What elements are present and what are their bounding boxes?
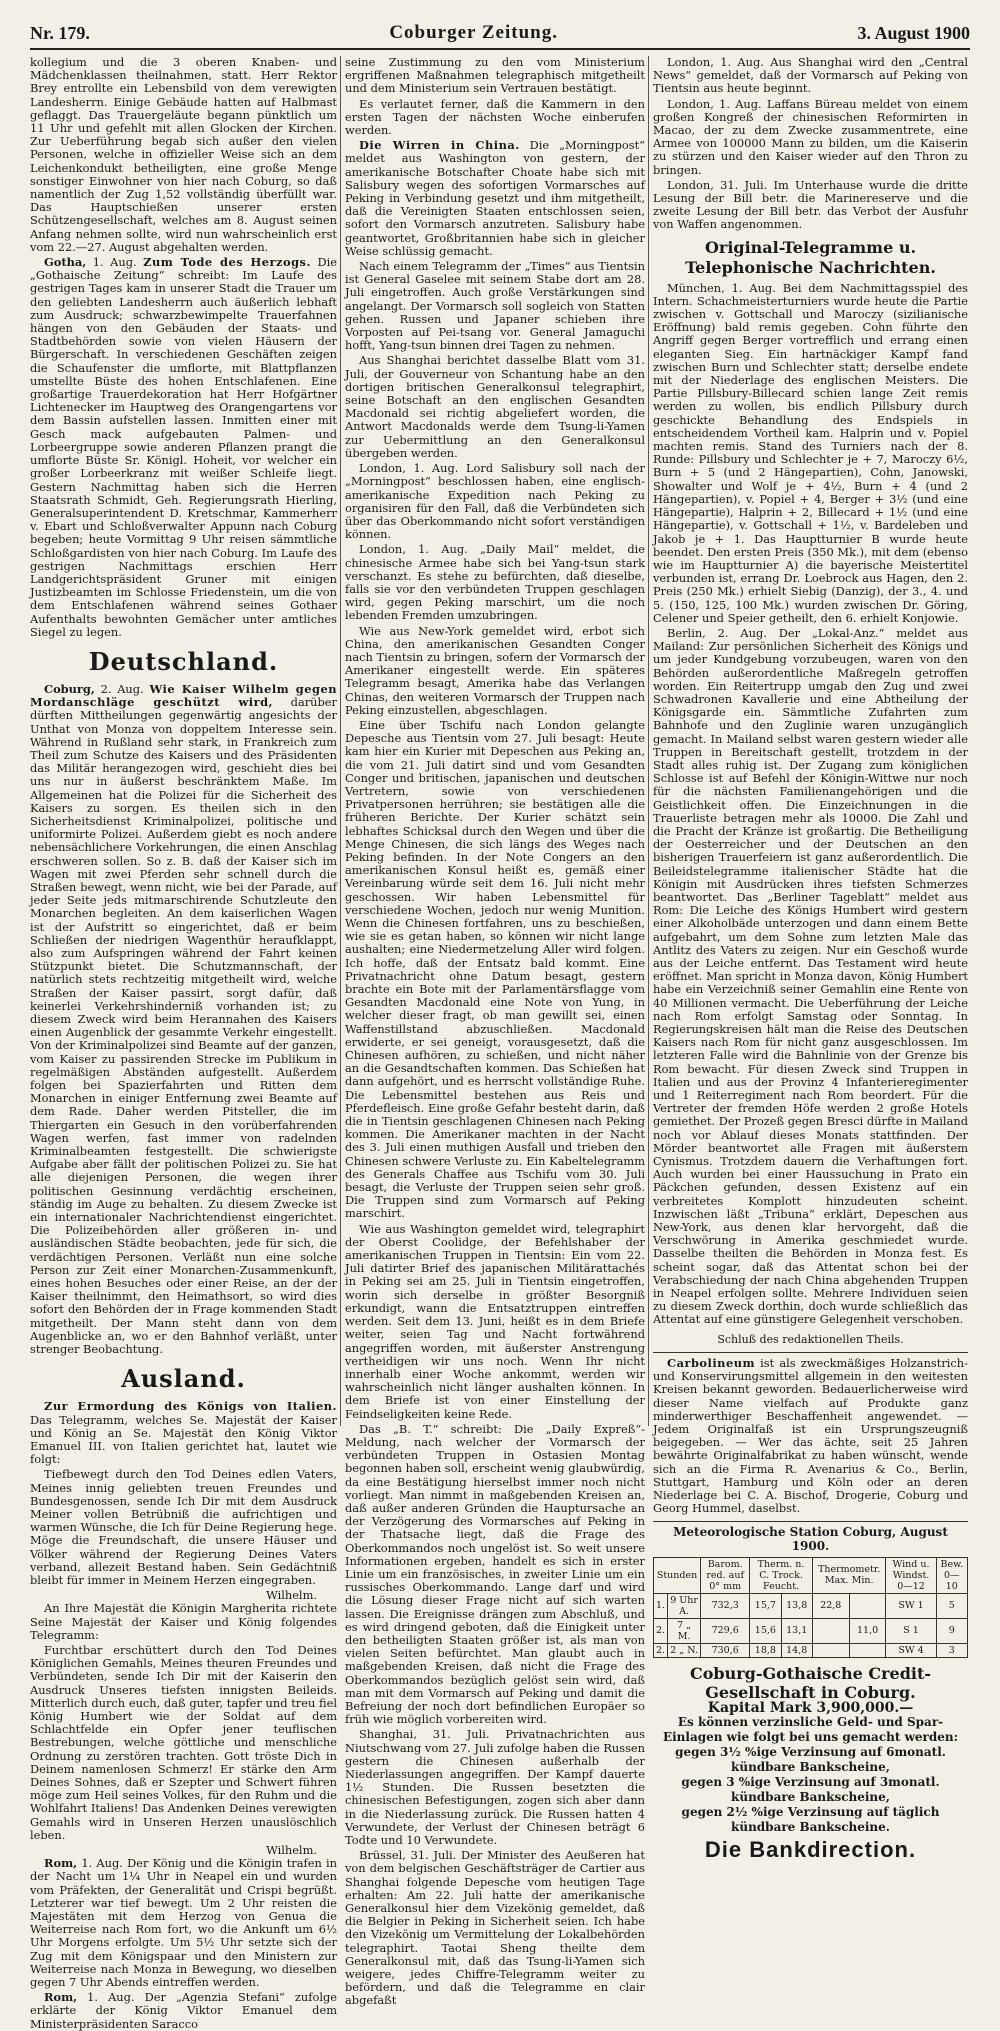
article-paragraph: London, 1. Aug. „Daily Mail“ meldet, die chinesische Armee habe sich bei Yang-tsun stark verschanzt. Es stehe zu befürchten, daß dieselbe, falls sie vor den verbündeten Truppen geschlagen wird, gegen Peking marschirt, um die noch lebenden Fremden umzubringen. <box>345 542 645 623</box>
article-paragraph <box>30 1991 337 2031</box>
dateline-place: Rom, <box>44 1990 78 2005</box>
table-row <box>654 1643 968 1657</box>
article-headline: Zur Ermordung des Königs von Italien. <box>44 1399 337 1414</box>
article-paragraph: Wie aus New-York gemeldet wird, erbot sich China, den amerikanischen Gesandten Conger nach Tientsin zu bringen, sofern der Vormarsch der Amerikaner eingestellt werde. Ein späteres Telegramm besagt, Amerika habe das Verlangen Chinas, den weiteren Vormarsch der Truppen nach Peking einzustellen, abgeschlagen. <box>345 623 645 717</box>
dateline-place: Rom, <box>44 1856 78 1871</box>
column-2 <box>345 55 645 2008</box>
table-cell: 729,6 <box>701 1618 750 1643</box>
table-cell: 2. <box>654 1618 668 1643</box>
dateline-date: 1. Aug. <box>92 255 137 270</box>
table-cell: SW 1 <box>886 1593 936 1618</box>
issue-number: Nr. 179. <box>30 23 90 43</box>
table-cell: 15,6 <box>750 1618 781 1643</box>
article-paragraph: London, 31. Juli. Im Unterhause wurde die dritte Lesung der Bill betr. die Marinereserve und die zweite Lesung der Bill betr. das Verbot der Ausfuhr von Waffen angenommen. <box>653 177 968 232</box>
article-paragraph: München, 1. Aug. Bei dem Nachmittagsspiel des Intern. Schachmeisterturniers wurde heute die Partie zwischen v. Gottschall und Maroczy (sizilianische Eröffnung) bald remis gegeben. Cohn führte den Angriff gegen Berger vortrefflich und errang einen eleganten Sieg. Ein hartnäckiger Kampf fand zwischen Burn und Schlechter statt; derselbe endete mit der Niederlage des englischen Meisters. Die Partie Pillsbury-Billecard schien lange Zeit remis werden zu wollen, bis endlich Pillsbury durch geschickte Behandlung des Endspiels in entscheidendem Vortheil kam. Halprin und v. Popiel machten remis. Stand des Turniers nach der 8. Runde: Pillsbury und Schlechter je + 7, Maroczy 6½, Burn + 5 (und 2 Hängepartien), Cohn, Janowski, Showalter und Wolf je + 4½, Burn + 4 (und 2 Hängepartien), v. Popiel + 4, Berger + 3½ (und eine Hängepartie), Halprin + 2, Billecard + 1½ (und eine Hängepartie), v. Gottschall + 1½, v. Bardeleben und Jakob je + 1. Das Hauptturnier B wurde heute beendet. Den ersten Preis (350 Mk.), mit dem (ebenso wie im Hauptturnier A) die bayerische Meistertitel verbunden ist, errang Dr. Loebrock aus Hagen, den 2. Preis (250 Mk.) erhielt Siebig (Danzig), der 3., 4. und 5. (150, 125, 100 Mk.) wurden zwischen Dr. Göring, Celener und Speier getheilt, den 6. erhielt Konjowie. <box>653 280 968 625</box>
bank-ad-line: gegen 3 %ige Verzinsung auf 3monatl. kündbare Bankscheine, <box>681 1774 940 1804</box>
table-header: Thermometr. Max. Min. <box>812 1557 886 1593</box>
column-divider <box>648 56 649 1426</box>
article-paragraph: An Ihre Majestät die Königin Margherita richtete Seine Majestät der Kaiser und König folgendes Telegramm: <box>30 1601 337 1642</box>
table-cell: 2. <box>654 1643 668 1657</box>
table-cell: 7 „ M. <box>668 1618 701 1643</box>
article-paragraph: Berlin, 2. Aug. Der „Lokal-Anz.“ meldet aus Mailand: Zur persönlichen Sicherheit des Königs und um jeder Kundgebung vorzubeugen, waren von den Behörden außerordentliche Maßregeln getroffen worden. Ein Reitertrupp umgab den Zug und zwei Schwadronen Kavallerie und eine Abtheilung der Königsgarde ein. Sämmtliche Zufahrten zum Bahnhofe und den Zuglinie waren unzugänglich gemacht. In Mailand selbst waren gestern wieder alle Truppen in Bereitschaft gestellt, trotzdem in der Stadt alles ruhig ist. Der Zugang zum königlichen Schlosse ist auf Befehl der Königin-Wittwe nur noch für die nächsten Familienangehörigen und die Geistlichkeit offen. Die Einzeichnungen in die Trauerliste betragen mehr als 10000. Die Zahl und die Pracht der Kränze ist großartig. Die Betheiligung der Oesterreicher und der Deutschen an den bisherigen Trauerfeiern ist ganz außerordentlich. Die Beileidstelegramme italienischer Städte hat die Königin mit Ausdrücken ihres tiefsten Schmerzes beantwortet. Das „Berliner Tageblatt“ meldet aus Rom: Die Leiche des Königs Humbert wird gestern einer Alkoholbäde unterzogen und dann einem Bette aufgebahrt, um dem Sohne zum letzten Male das Antlitz des Vaters zu zeigen. Nur ein Geschoß wurde aus der Leiche entfernt. Das Testament wird heute eröffnet. Man spricht in Monza davon, König Humbert habe ein Verzeichniß seiner Gemahlin eine Rente von 40 Millionen vermacht. Die Ueberführung der Leiche nach Rom erfolgt Samstag oder Sonntag. In Regierungskreisen hält man die Reise des Deutschen Kaisers nach Rom für nicht ganz ausgeschlossen. Im letzteren Falle wird die Bahnlinie von der Grenze bis Rom bewacht. Für diesen Zweck sind Truppen in Italien und aus der Provinz 4 Infanterieregimenter und 1 Reiterregiment nach Rom beordert. Für die Vertreter der fremden Höfe werden 2 große Hotels gemiethet. Der Prozeß gegen Bresci dürfte in Mailand noch vor Ablauf dieses Monats stattfinden. Der Mörder beantwortet alle Fragen mit äußerstem Cynismus. Trotzdem dauern die Verhaftungen fort. Auch wurden bei einer Haussuchung in Prato ein Päckchen gefunden, dessen Existenz auf ein verbreitetes Komplott hinzudeuten scheint. Inzwischen läßt „Tribuna“ erklärt, Depeschen aus New-York, aus denen klar hervorgeht, daß die Verschwörung in Amerika geschmiedet wurde. Dasselbe theilten die Behörden in Monza fest. Es scheint sogar, daß das Attentat schon bei der Verabschiedung der nach China abgehenden Truppen in Neapel erfolgen sollte. Mehrere Individuen seien zu diesem Zweck dorthin, doch wurde schließlich das Attentat auf eine günstigere Gelegenheit verschoben. <box>653 625 968 1327</box>
table-cell <box>812 1618 849 1643</box>
bank-ad-signature: Die Bankdirection. <box>704 1836 917 1862</box>
dateline-place: Gotha, <box>44 255 87 270</box>
table-cell: 2 „ N. <box>668 1643 701 1657</box>
table-cell: SW 4 <box>886 1643 936 1657</box>
article-paragraph: kollegium und die 3 oberen Knaben- und Mädchenklassen theilnahmen, statt. Herr Rektor Brey entrollte ein Lebensbild von dem verewigten Landesherrn. Einige Gebäude hatten auf Halbmast geflaggt. Das Trauergeläute begann pünktlich um 11 Uhr und gefehlt mit allen Glocken der Kirchen. Zur Ueberführung begab sich außer den vielen Personen, welche in offizieller Weise sich an dem Leichenkondukt betheiligten, eine große Menge sonstiger Einwohner von hier nach Coburg, so daß namentlich der Zug 1,52 vollständig überfüllt war. Das Hauptschießen unserer ersten Schützengesellschaft, welches am 8. August seinen Anfang nehmen sollte, wird nun wahrscheinlich erst vom 22.—27. August abgehalten werden. <box>30 55 337 254</box>
table-row <box>654 1593 968 1618</box>
table-cell: 732,3 <box>701 1593 750 1618</box>
bank-ad-line: gegen 3½ %ige Verzinsung auf 6monatl. kündbare Bankscheine, <box>675 1744 946 1774</box>
table-cell: 9 <box>936 1618 967 1643</box>
article-paragraph: Shanghai, 31. Juli. Privatnachrichten aus Niutschwang vom 27. Juli zufolge haben die Russen gestern die Chinesen außerhalb der Niederlassungen angegriffen. Der Kampf dauerte 1½ Stunden. Die Russen besetzten die chinesischen Befestigungen, zogen sich aber dann in die Niederlassung zurück. Die Russen hatten 4 Verwundete, der Verlust der Chinesen beträgt 6 Todte und 10 Verwundete. <box>345 1727 645 1848</box>
table-cell: 15,7 <box>750 1593 781 1618</box>
section-heading-ausland: Ausland. <box>121 1364 246 1394</box>
table-cell: 13,1 <box>781 1618 812 1643</box>
column-divider <box>340 56 341 1426</box>
table-header: Therm. n. C. Trock. Feucht. <box>750 1557 813 1593</box>
dateline-place: Coburg, <box>44 681 95 696</box>
article-paragraph: Aus Shanghai berichtet dasselbe Blatt vom 31. Juli, der Gouverneur von Schantung habe an den dortigen britischen Generalkonsul telegraphirt, seine Botschaft an den englischen Gesandten Macdonald sei richtig abgeliefert worden, die Antwort Macdonalds werde dem Tsung-li-Yamen zur Uebermittlung an den Generalkonsul übergeben werden. <box>345 353 645 460</box>
ad-body: ist als zweckmäßiges Holzanstrich- und Konservirungsmittel allgemein in den weitesten Kreisen bekannt geworden. Bedauerlicherweise wird dieser Name vielfach auf Produkte ganz minderwerthiger Beschaffenheit angewendet. — Jedem Originalfaß ist ein Ursprungszeugniß beigegeben. — Wer das ächte, seit 25 Jahren bewährte Originalfabrikat zu haben wünscht, wende sich an die Firma R. Avenarius & Co., Berlin, Stuttgart, Hamburg und Köln oder an deren Niederlage bei C. A. Bischof, Drogerie, Coburg und Georg Hummel, daselbst. <box>653 1355 968 1516</box>
ad-text <box>653 1357 968 1515</box>
column-3 <box>653 55 968 1862</box>
article-paragraph: Das „B. T.“ schreibt: Die „Daily Expreß“-Meldung, nach welcher der Vormarsch der verbündeten Truppen in Ostasien Montag begonnen haben soll, erscheint wenig glaubwürdig, da eine Bestätigung hierselbst immer noch nicht vorliegt. Man nimmt in maßgebenden Kreisen an, daß außer anderen Gründen die Hauptursache an der Verzögerung des Vormarsches auf Peking in der Thatsache liegt, daß die Frage des Oberkommandos noch ungelöst ist. So weit unsere Informationen ergeben, handelt es sich in erster Linie um ein französisches, in zweiter Linie um ein russisches Oberkommando. Lange darf und wird die Lösung dieser Frage nicht auf sich warten lassen. Die Ereignisse drängen zum Abschluß, und es wird dringend geboten, daß die Einigkeit unter den betheiligten Staaten größer ist, als man von vielen Seiten befürchtet. Man glaubt auch in maßgebenden Kreisen, daß nicht die Frage des Oberkommandos bezüglich gelöst sein wird, daß man mit dem Vormarsch auf Peking und damit die Befreiung der noch dort befindlichen Europäer so früh wie möglich vorbereiten wird. <box>345 1421 645 1727</box>
table-cell: 9 Uhr A. <box>668 1593 701 1618</box>
table-header: Bew. 0—10 <box>936 1557 967 1593</box>
bank-ad-line: gegen 2½ %ige Verzinsung auf täglich kündbare Bankscheine. <box>681 1804 940 1834</box>
article-paragraph: seine Zustimmung zu den vom Ministerium ergriffenen Maßnahmen telegraphisch mitgetheilt und dem Ministerium sein Vertrauen bestätigt. <box>345 55 645 96</box>
article-headline: Zum Tode des Herzogs. <box>143 255 311 270</box>
article-text: 1. Aug. Der König und die Königin trafen in der Nacht um 1¼ Uhr in Neapel ein und wurden vom Präfekten, der Generalität und Crispi begrüßt. Letzterer war tief bewegt. Um 2 Uhr reisten die Majestäten mit dem Herzog von Genua die Weiterreise nach Rom fort, wo die Ankunft um 6½ Uhr Morgens erfolgte. Um 5½ Uhr setzte sich der Zug mit dem Königspaar und den Ministern zur Weiterreise nach Monza in Bewegung, wo dieselben gegen 7 Uhr Abends eintreffen werden. <box>30 1856 338 1990</box>
weather-table <box>653 1557 968 1658</box>
article-paragraph <box>30 1400 337 1466</box>
article-paragraph: Es verlautet ferner, daß die Kammern in den ersten Tagen der nächsten Woche einberufen werden. <box>345 96 645 138</box>
editorial-end-note: Schluß des redaktionellen Theils. <box>717 1332 904 1346</box>
masthead-rule <box>30 48 970 50</box>
article-paragraph: Eine über Tschifu nach London gelangte Depesche aus Tientsin vom 27. Juli besagt: Heute kam hier ein Kurier mit Depeschen aus Peking an, die vom 21. Juli datirt sind und vom Gesandten Conger und britischen, japanischen und deutschen Vertretern, sowie von verschiedenen Privatpersonen herrühren; sie bestätigen alle die früheren Berichte. Der Kurier schätzt sein lebhaftes Schicksal durch den Wegen und über die Menge Chinesen, die sich längs des Weges nach Peking befinden. In der Note Congers an den amerikanischen Konsul heißt es, gemäß einer Vereinbarung würde seit dem 16. Juli nicht mehr geschossen. Wir haben Lebensmittel für verschiedene Wochen, jedoch nur wenig Munition. Wenn die Chinesen fortfahren, uns zu beschießen, wie sie es getan haben, so können wir nicht lange aushalten; eine Niedermetzelung Aller wird folgen. Ich hoffe, daß der Entsatz bald kommt. Eine Privatnachricht ohne Datum besagt, gestern brachte ein Bote mit der Parlamentärsflagge vom Gesandten Macdonald eine Note von Yung, in welcher dieser fragt, ob man gewillt sei, einen Waffenstillstand abzuschließen. Macdonald erwiderte, er sei geneigt, vorausgesetzt, daß die Chinesen aufhören, zu schießen, und nicht näher an die Gesandtschaften kommen. Das Schießen hat dann aufgehört, und es herrscht vollständige Ruhe. Die Lebensmittel bestehen aus Reis und Pferdefleisch. Eine große Gefahr besteht darin, daß die in Tientsin geschlagenen Chinesen nach Peking kommen. Die Amerikaner machten in der Nacht des 3. Juli einen muthigen Ausfall und trieben den Chinesen schwere Verluste zu. Ein Kabeltelegramm des Generals Chaffee aus Tschifu vom 30. Juli besagt, die Verluste der Truppen seien sehr groß. Die Truppen sind zum Vormarsch auf Peking marschirt. <box>345 717 645 1221</box>
article-paragraph: Brüssel, 31. Juli. Der Minister des Aeußeren hat von dem belgischen Geschäftsträger de Cartier aus Shanghai folgende Depesche vom heutigen Tage erhalten: Am 22. Juli hatte der amerikanische Generalkonsul hier dem Vizekönig gemeldet, daß die Belgier in Peking in Sicherheit seien. Ich habe den Vizekönig um Vermittelung der Lokalbehörden telegraphirt. Taotai Sheng theilte dem Generalkonsul mit, daß das Tsung-li-Yamen sich weigere, jedes Chiffre-Telegramm weiter zu befördern, und daß die Telegramme en clair abgefaßt <box>345 1848 645 2008</box>
signature: Wilhelm. <box>266 1588 317 1603</box>
article-paragraph: London, 1. Aug. Laffans Büreau meldet von einem großen Kongreß der chinesischen Reformirten in Macao, der zu dem Zwecke zusammentrete, eine Armee von 100000 Mann zu bilden, um die Kaiserin zu stürzen und den Kaiser wieder auf den Thron zu bringen. <box>653 96 968 177</box>
bank-ad-title: Coburg-Gothaische Credit-Gesellschaft in Coburg. <box>689 1663 932 1702</box>
table-cell <box>849 1593 886 1618</box>
table-cell: 14,8 <box>781 1643 812 1657</box>
table-cell: 13,8 <box>781 1593 812 1618</box>
dateline-date: 2. Aug. <box>100 681 144 696</box>
telegram-text: Furchtbar erschüttert durch den Tod Deines Königlichen Gemahls, Meines theuren Freundes und Verbündeten, sende Ich Dir mit der Kaiserin den Ausdruck Unseres tiefsten innigsten Beileids. Mitterlich durch euch, daß guter, tapfer und treu fiel König Humbert wie der Soldat auf dem Schlachtfelde ein Opfer jener teuflischen Bestrebungen, welche göttliche und menschliche Ordnung zu zerstören trachten. Gott tröste Dich in Deinem namenlosen Schmerz! Er stärke den Arm Deines Sohnes, daß er Szepter und Schwert führen möge zum Heil seines Volkes, für den Ruhm und die Wohlfahrt Italiens! Das Andenken Deines verewigten Gemahls wird in Unseren Herzen unauslöschlich leben. <box>30 1642 337 1842</box>
article-paragraph <box>30 683 337 1356</box>
telegram-text: Tiefbewegt durch den Tod Deines edlen Vaters, Meines innig geliebten treuen Freundes und Bundesgenossen, sende Ich Dir mit dem Ausdruck Meiner vollen Betrübniß die aufrichtigen und warmen Wünsche, die Ich für Deine Regierung hege. Möge die Freundschaft, die unsere Häuser und Völker während der Regierung Deines Vaters verband, allezeit Bestand haben. Sein Gedächtniß bleibt für immer in Meinem Herzen eingegraben. <box>30 1467 337 1587</box>
article-paragraph: Wie aus Washington gemeldet wird, telegraphirt der Oberst Coolidge, der Befehlshaber der amerikanischen Truppen in Tientsin: Ein vom 22. Juli datirter Brief des japanischen Militärattachés in Peking sei am 25. Juli in Tientsin eingetroffen, worin sich derselbe in größter Besorgniß erkundigt, wann die Entsatztruppen eintreffen werden. Seit dem 13. Juni, heißt es in dem Briefe weiter, seien Tag und Nacht fortwährend angegriffen worden, mit äußerster Anstrengung vertheidigen wir uns noch. Wenn Ihr nicht innerhalb einer Woche ankommt, werden wir wahrscheinlich nicht länger aushalten können. In dem Briefe ist von einer Einstellung der Feindseligkeiten keine Rede. <box>345 1221 645 1421</box>
table-cell: 18,8 <box>750 1643 781 1657</box>
article-text: Das Telegramm, welches Se. Majestät der Kaiser und König an Se. Majestät den König Viktor Emanuel III. von Italien gerichtet hat, lautet wie folgt: <box>30 1412 337 1467</box>
bank-ad-line: Es können verzinsliche Geld- und Spar-Einlagen wie folgt bei uns gemacht werden: <box>662 1714 959 1744</box>
table-header: Stunden <box>654 1557 701 1593</box>
weather-table-title: Meteorologische Station Coburg, August 1900. <box>673 1525 948 1553</box>
article-text: Die „Morningpost“ meldet aus Washington von gestern, der amerikanische Botschafter Choate habe sich mit Salisbury wegen des sofortigen Vormarsches auf Peking in Verbindung gesetzt und ihm mitgetheilt, daß die Vereinigten Staaten entschlossen seien, sofort den Vormarsch anzutreten. Salisbury habe geantwortet, Großbritannien habe sich in gleicher Weise schlüssig gemacht. <box>345 138 645 258</box>
table-cell: 11,0 <box>849 1618 886 1643</box>
article-text: 1. Aug. Der „Agenzia Stefani“ zufolge erklärte der König Viktor Emanuel dem Ministerpräsidenten Saracco <box>30 1990 338 2031</box>
article-text: darüber dürften Mittheilungen gegenwärtig angesichts der Unthat von Monza von doppeltem Interesse sein. Während in Rußland sehr stark, in Frankreich zum Theil zum Schutze des Kaisers und des Präsidenten das Militär herangezogen wird, geschieht dies bei uns nur in äußerst beschränktem Maße. Im Allgemeinen hat die Polizei für die Sicherheit des Kaisers zu sorgen. Es theilen sich in den Sicherheitsdienst Kriminalpolizei, politische und uniformirte Polizei. Außerdem giebt es noch andere nebensächlichere Vorkehrungen, die einen Anschlag erschweren sollen. So z. B. daß der Kaiser sich im Wagen mit zwei Pferden sehr schnell durch die Straßen bewegt, wenn nicht, wie bei der Parade, auf jeder Seite jeds mitmarschirende Schutzleute den Monarchen begleiten. An dem kaiserlichen Wagen ist der Aufstritt so eingerichtet, daß er beim Schließen der niedrigen Wagenthür heraufklappt, also zum Aufspringen während der Fahrt keinen Stützpunkt bietet. Die Schutzmannschaft, der natürlich stets rechtzeitig mitgetheilt wird, welche Straßen der Kaiser passirt, sorgt dafür, daß keinerlei Verkehrshinderniß vorhanden ist; zu diesem Zweck wird beim Herannahen des Kaisers einen Augenblick der gesammte Verkehr eingestellt. Von der Kriminalpolizei sind Beamte auf der ganzen, vom Kaiser zu passirenden Strecke im Publikum in regelmäßigen Abständen aufgestellt. Außerdem folgen bei Spazierfahrten und Ritten dem Monarchen in einiger Entfernung zwei Beamte auf dem Rade. Daher werden Pitsteller, die im Thiergarten ein Gesuch in den vorüberfahrenden Wagen werfen, fast immer von radelnden Kriminalbeamten festgestellt. Die schwierigste Aufgabe aber fällt der politischen Polizei zu. Sie hat alle diejenigen Personen, die wegen ihrer politischen Gesinnung verdächtig erscheinen, ständig im Auge zu behalten. Zu diesem Zwecke ist ein internationaler Nachrichtendienst eingerichtet. Die Polizeibehörden aller größeren in- und ausländischen Städte beobachten, jede für sich, die verdächtigen Personen. Verläßt nun eine solche Person zur Zeit einer Monarchen-Zusammenkunft, eines hohen Besuches oder einer Reise, an der der Kaiser theilnimmt, den Heimathsort, so wird dies sofort den Behörden der in Frage kommenden Stadt mitgetheilt. Der Mann steht dann von dem Augenblicke an, wo er den Bahnhof verläßt, unter strenger Beobachtung. <box>30 695 337 1357</box>
masthead <box>30 14 970 44</box>
newspaper-title: Coburger Zeitung. <box>389 22 558 43</box>
ad-brand: Carbolineum <box>667 1355 756 1370</box>
article-paragraph <box>345 139 645 258</box>
table-cell: 1. <box>654 1593 668 1618</box>
article-text: Die „Gothaische Zeitung“ schreibt: Im Laufe des gestrigen Tages kam in unserer Stadt die Trauer um den geliebten Landesherrn auch äußerlich lebhaft zum Ausdruck; schwarzbewimpelte Trauerfahnen hängen von den Gebäuden der Staats- und Stadtbehörden sowie von vielen Häusern der Bürgerschaft. In verschiedenen Geschäften zeigen die Schaufenster die umflorte, mit Blattpflanzen umstellte Büste des hohen Entschlafenen. Eine großartige Trauerdekoration hat Herr Hofgärtner Lichtenecker im Hauptweg des Orangengartens vor dem Bassin aufstellen lassen. Inmitten einer mit Gesch mack aufgebauten Palmen- und Lorbeergruppe sowie anderen Pflanzen prangt die umflorte Büste Sr. Königl. Hoheit, vor welcher ein großer Lorbeerkranz mit weißer Schleife liegt. Gestern Nachmittag haben sich die Herren Staatsrath Schmidt, Geh. Regierungsrath Hierling, Generalsuperintendent D. Kretschmar, Kammerherr v. Ebart und Schloßverwalter Appunn nach Coburg begeben; heute Vormittag 9 Uhr reisen sämmtliche Schloßgardisten von hier nach Coburg. Im Laufe des gestrigen Nachmittags erschien Herr Landgerichtspräsident Gruner mit einigen Justizbeamten im Schlosse Friedenstein, um die von dem Entschlafenen während seines Gothaer Aufenthalts bewohnten Gemächer unter amtliches Siegel zu legen. <box>30 255 337 639</box>
table-row <box>654 1618 968 1643</box>
article-headline: Wie Kaiser Wilhelm gegen Mordanschläge geschützt wird, <box>30 681 337 710</box>
table-cell: 5 <box>936 1593 967 1618</box>
table-header: Wind u. Windst. 0—12 <box>886 1557 936 1593</box>
table-cell: 22,8 <box>812 1593 849 1618</box>
signature: Wilhelm. <box>266 1843 317 1857</box>
issue-date: 3. August 1900 <box>857 23 970 43</box>
section-heading-telegrams: Original-Telegramme u. Telephonische Nachrichten. <box>685 237 936 277</box>
table-cell <box>812 1643 849 1657</box>
column-1 <box>30 55 338 2031</box>
section-heading-deutschland: Deutschland. <box>88 646 279 676</box>
article-paragraph: London, 1. Aug. Lord Salisbury soll nach der „Morningpost“ beschlossen haben, eine englisch-amerikanische Expedition nach Peking zu organisiren für den Fall, daß die Verbündeten sich über das Oberkommando nicht sofort verständigen können. <box>345 461 645 542</box>
table-header: Barom. red. auf 0° mm <box>701 1557 750 1593</box>
table-cell: 3 <box>936 1643 967 1657</box>
advertisement-carbolineum <box>653 1352 968 1522</box>
table-cell: 730,6 <box>701 1643 750 1657</box>
article-paragraph: Nach einem Telegramm der „Times“ aus Tientsin ist General Gaselee mit seinem Stabe dort am 28. Juli eingetroffen. Auch große Verstärkungen sind angelangt. Der Vormarsch soll sogleich von Statten gehen. Russen und Japaner schieben ihre Vorposten auf Pei-tsang vor. General Jamaguchi hofft, Yang-tsun binnen drei Tagen zu nehmen. <box>345 259 645 353</box>
table-cell: S 1 <box>886 1618 936 1643</box>
table-header-row <box>654 1557 968 1593</box>
article-paragraph <box>30 1857 337 1989</box>
table-cell <box>849 1643 886 1657</box>
article-paragraph <box>30 256 337 639</box>
article-headline: Die Wirren in China. <box>359 138 520 153</box>
article-paragraph: London, 1. Aug. Aus Shanghai wird den „Central News“ gemeldet, daß der Vormarsch auf Peking von Tientsin aus heute beginnt. <box>653 55 968 96</box>
bank-ad-capital: Kapital Mark 3,900,000.— <box>707 1699 914 1716</box>
